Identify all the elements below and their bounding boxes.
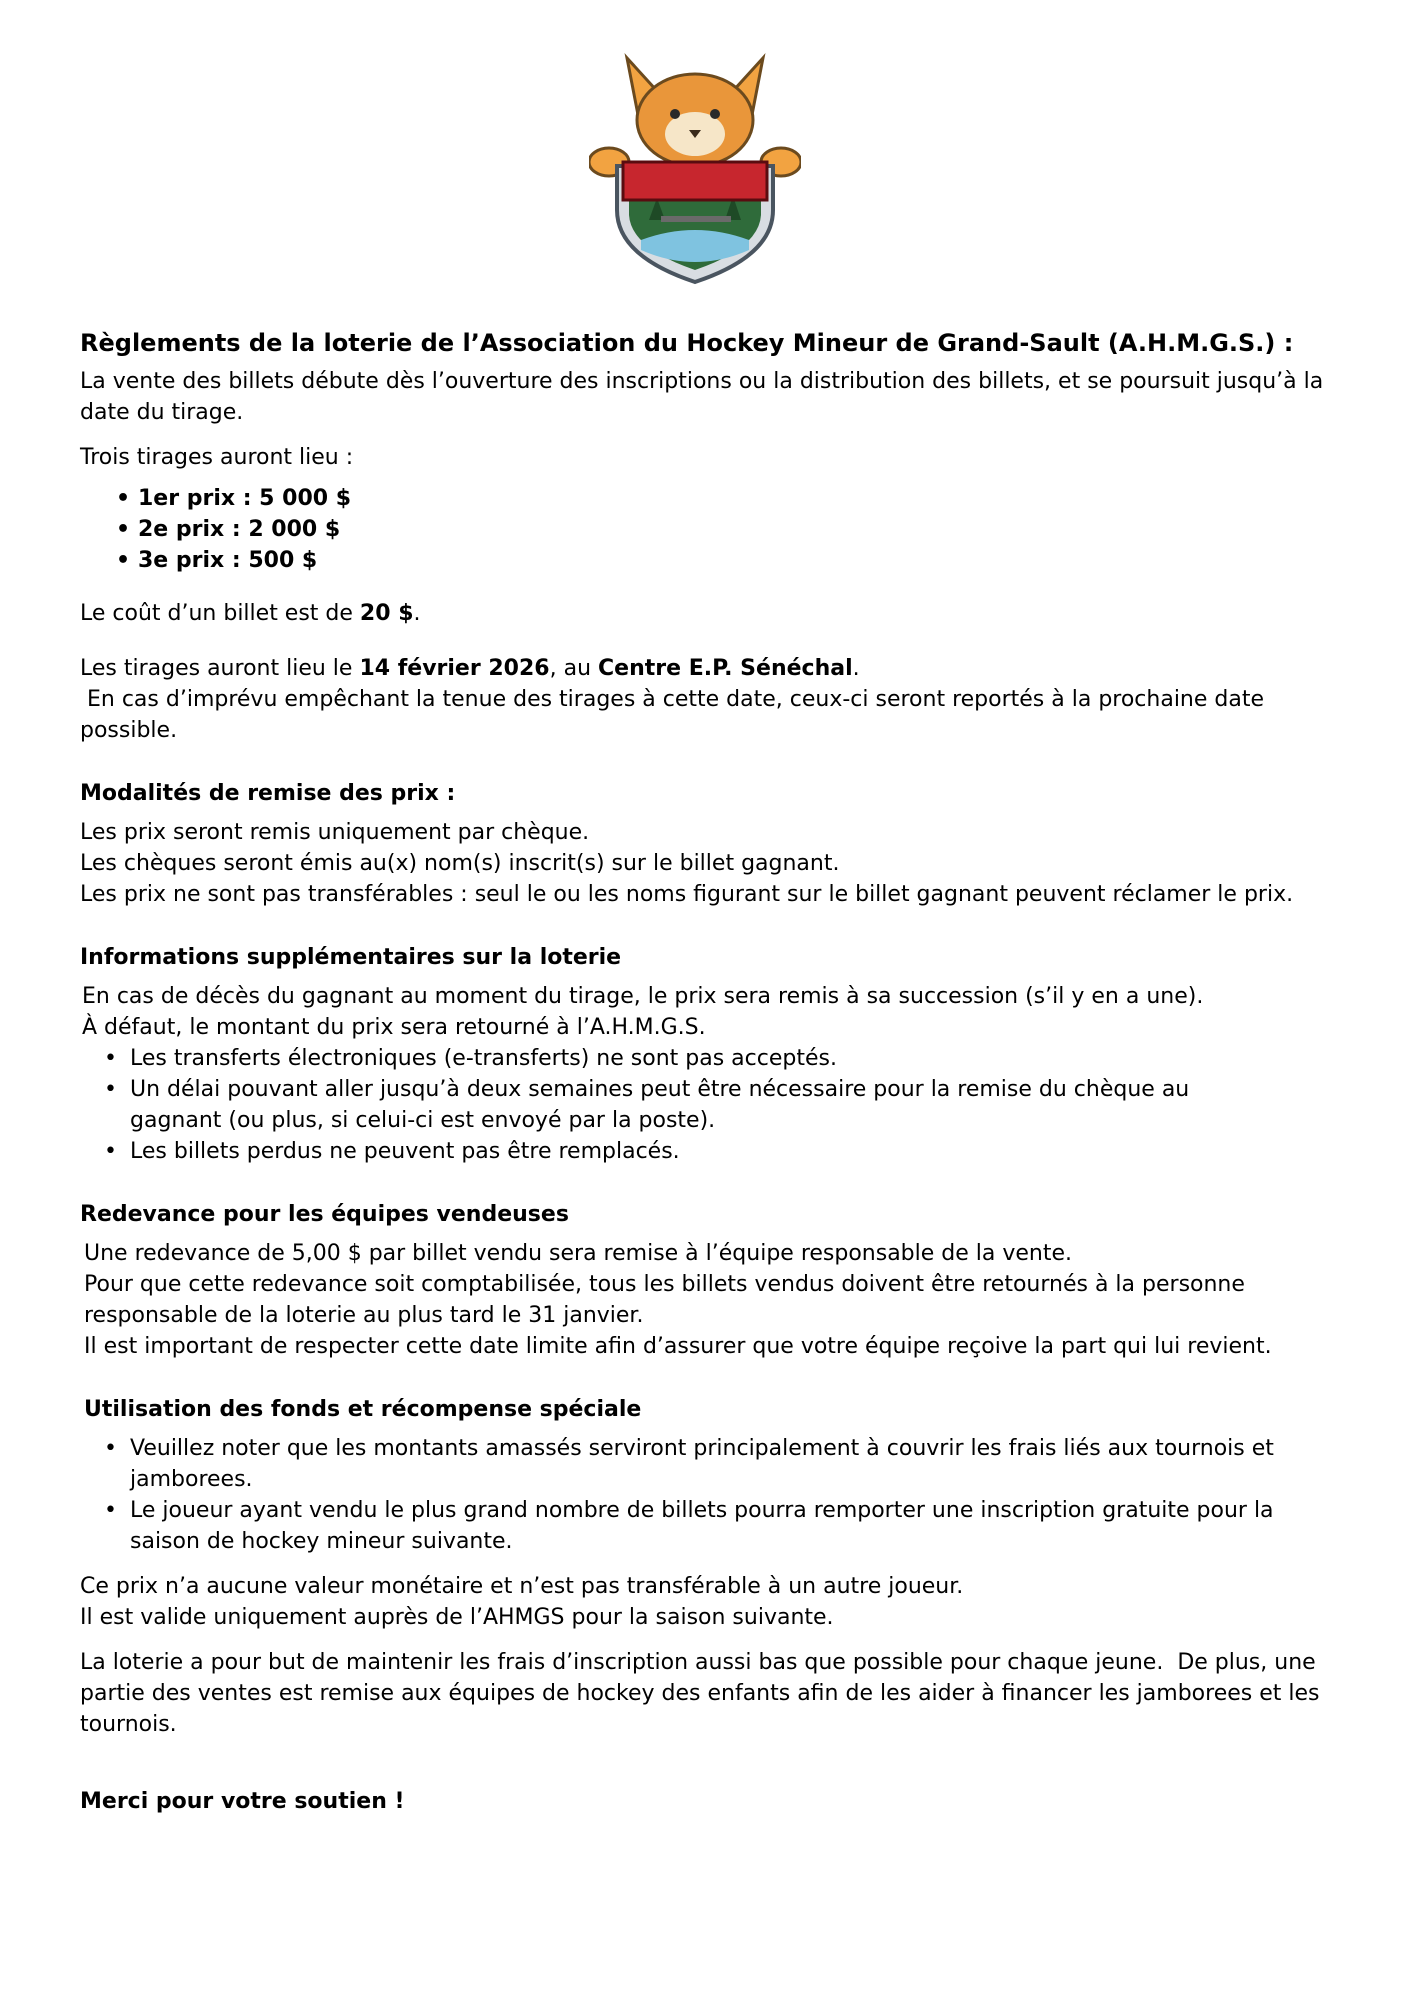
list-item: • Un délai pouvant aller jusqu’à deux semaines peut être nécessaire pour la remise du chèque au gagnant (ou plus, si celui-ci est envoyé par la poste).	[130, 1074, 1360, 1136]
draw-date: 14 février 2026	[359, 656, 550, 681]
list-item: • Le joueur ayant vendu le plus grand nombre de billets pourra remporter une inscription gratuite pour la saison de hockey mineur suivante.	[130, 1495, 1360, 1557]
fonds-line: Ce prix n’a aucune valeur monétaire et n’est pas transférable à un autre joueur.	[80, 1574, 964, 1599]
fonds-line: Il est valide uniquement auprès de l’AHMGS pour la saison suivante.	[80, 1605, 834, 1630]
cats-logo-icon	[589, 50, 801, 286]
remise-line: Les prix seront remis uniquement par chèque.	[80, 820, 590, 845]
remise-line: Les chèques seront émis au(x) nom(s) inscrit(s) sur le billet gagnant.	[80, 851, 840, 876]
draw-postpone-note: En cas d’imprévu empêchant la tenue des tirages à cette date, ceux-ci seront reportés à la prochaine date possible.	[80, 687, 1272, 743]
list-item: • Veuillez noter que les montants amassés serviront principalement à couvrir les frais liés aux tournois et jamborees.	[130, 1433, 1360, 1495]
prize-item: • 2e prix : 2 000 $	[138, 514, 1360, 545]
section-heading-fonds: Utilisation des fonds et récompense spéciale	[84, 1397, 642, 1422]
document-body	[80, 326, 1360, 1817]
prize-item: • 3e prix : 500 $	[138, 545, 1360, 576]
intro-text: La vente des billets débute dès l’ouverture des inscriptions ou la distribution des billets, et se poursuit jusqu’à la date du tirage.	[80, 369, 1324, 425]
purpose-text: La loterie a pour but de maintenir les frais d’inscription aussi bas que possible pour chaque jeune. De plus, une partie des ventes est remise aux équipes de hockey des enfants afin de les aider à financer les jamborees et les tournois.	[80, 1650, 1327, 1737]
redevance-line: Il est important de respecter cette date limite afin d’assurer que votre équipe reçoive la part qui lui revient.	[84, 1334, 1272, 1359]
prize-list	[80, 483, 1360, 576]
draw-date-line: Les tirages auront lieu le 14 février 2026, au Centre E.P. Sénéchal.	[80, 656, 860, 681]
infos-line: À défaut, le montant du prix sera retourné à l’A.H.M.G.S.	[82, 1015, 706, 1040]
section-heading-redevance: Redevance pour les équipes vendeuses	[80, 1202, 569, 1227]
section-heading-remise: Modalités de remise des prix :	[80, 781, 456, 806]
list-item: • Les billets perdus ne peuvent pas être remplacés.	[130, 1136, 1360, 1167]
logo-graphic	[589, 50, 801, 286]
remise-line: Les prix ne sont pas transférables : seul le ou les noms figurant sur le billet gagnant peuvent réclamer le prix.	[80, 882, 1294, 907]
draws-intro: Trois tirages auront lieu :	[80, 445, 354, 470]
fonds-bullet-list	[80, 1433, 1360, 1557]
ticket-price: 20 $	[359, 601, 414, 626]
ticket-cost: Le coût d’un billet est de 20 $.	[80, 601, 421, 626]
infos-bullet-list	[80, 1043, 1360, 1167]
document-title: Règlements de la loterie de l’Association du Hockey Mineur de Grand-Sault (A.H.M.G.S.) :	[80, 329, 1294, 357]
redevance-line: Une redevance de 5,00 $ par billet vendu sera remise à l’équipe responsable de la vente.	[84, 1241, 1073, 1266]
section-heading-infos: Informations supplémentaires sur la loterie	[80, 945, 622, 970]
redevance-line: Pour que cette redevance soit comptabilisée, tous les billets vendus doivent être retournés à la personne responsable de la loterie au plus tard le 31 janvier.	[84, 1272, 1245, 1328]
prize-item: • 1er prix : 5 000 $	[138, 483, 1360, 514]
infos-line: En cas de décès du gagnant au moment du tirage, le prix sera remis à sa succession (s’il y en a une).	[82, 984, 1204, 1009]
list-item: • Les transferts électroniques (e-transferts) ne sont pas acceptés.	[130, 1043, 1360, 1074]
thanks-text: Merci pour votre soutien !	[80, 1789, 405, 1814]
draw-location: Centre E.P. Sénéchal	[598, 656, 853, 681]
